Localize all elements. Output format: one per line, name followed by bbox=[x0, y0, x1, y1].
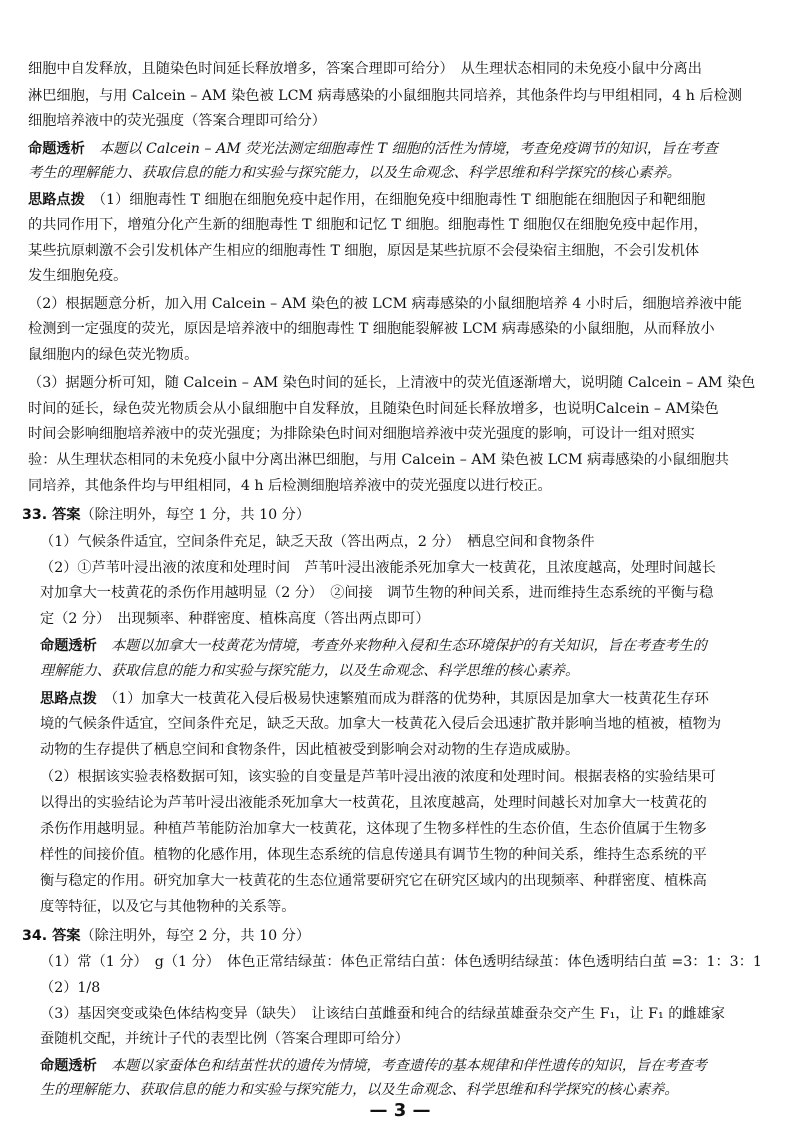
text-line: 某些抗原刺激不会引发机体产生相应的细胞毒性 T 细胞，原因是某些抗原不会侵染宿主细胞，不会引发机体 bbox=[28, 243, 700, 259]
hint-label: 思路点拨 bbox=[28, 192, 85, 208]
analysis-line: 命题透析 本题以家蚕体色和结茧性状的遗传为情境，考查遗传的基本规律和伴性遗传的知识，旨在考查考 bbox=[40, 1058, 707, 1074]
analysis-line: 命题透析 本题以 Calcein – AM 荧光法测定细胞毒性 T 细胞的活性为情境，考查免疫调节的知识，旨在考查 bbox=[28, 141, 718, 157]
analysis-line: 理解能力、获取信息的能力和实验与探究能力，以及生命观念、科学思维的核心素养。 bbox=[40, 663, 580, 679]
analysis-line: 生的理解能力、获取信息的能力和实验与探究能力，以及生命观念、科学思维和科学探究的核心素养。 bbox=[40, 1082, 679, 1098]
text-line: （2）根据题意分析，加入用 Calcein – AM 染色的被 LCM 病毒感染的小鼠细胞培养 4 小时后，细胞培养液中能 bbox=[28, 296, 742, 312]
text-line: 检测到一定强度的荧光，原因是培养液中的细胞毒性 T 细胞能裂解被 LCM 病毒感染的小鼠细胞，从而释放小 bbox=[28, 321, 715, 337]
hint-label: 思路点拨 bbox=[40, 691, 97, 707]
analysis-line: 考生的理解能力、获取信息的能力和实验与探究能力，以及生命观念、科学思维和科学探究的核心素养。 bbox=[28, 165, 681, 181]
hint-line: 思路点拨 （1）细胞毒性 T 细胞在细胞免疫中起作用，在细胞免疫中细胞毒性 T 细胞能在细胞因子和靶细胞 bbox=[28, 192, 706, 208]
text-line: 以得出的实验结论为芦苇叶浸出液能杀死加拿大一枝黄花，且浓度越高，处理时间越长对加拿大一枝黄花的 bbox=[40, 795, 707, 811]
text-line: 细胞中自发释放，且随染色时间延长释放增多，答案合理即可给分） 从生理状态相同的未免疫小鼠中分离出 bbox=[28, 61, 702, 77]
text-line: 衡与稳定的作用。研究加拿大一枝黄花的生态位通常要研究它在研究区域内的出现频率、种群密度、植株高 bbox=[40, 873, 707, 889]
text-line: 度等特征，以及它与其他物种的关系等。 bbox=[40, 899, 296, 915]
answer-line: 蚕随机交配，并统计子代的表型比例（答案合理即可给分） bbox=[40, 1031, 409, 1047]
answer-line: （1）常（1 分） g（1 分） 体色正常结绿茧：体色正常结白茧：体色透明结绿茧：体色透明结白茧 =3：1：3：1 bbox=[40, 954, 762, 970]
answer-line: （3）基因突变或染色体结构变异（缺失） 让该结白茧雌蚕和纯合的结绿茧雄蚕杂交产生 F₁，让 F₁ 的雌雄家 bbox=[40, 1006, 725, 1022]
analysis-label: 命题透析 bbox=[28, 141, 85, 157]
question-33-header: 33. 答案（除注明外，每空 1 分，共 10 分） bbox=[22, 507, 311, 523]
answer-line: 定（2 分） 出现频率、种群密度、植株高度（答出两点即可） bbox=[40, 611, 430, 627]
answer-line: （2）①芦苇叶浸出液的浓度和处理时间 芦苇叶浸出液能杀死加拿大一枝黄花，且浓度越高，处理时间越长 bbox=[40, 560, 716, 576]
text-line: 鼠细胞内的绿色荧光物质。 bbox=[28, 347, 199, 363]
hint-line: 思路点拨 （1）加拿大一枝黄花入侵后极易快速繁殖而成为群落的优势种，其原因是加拿大一枝黄花生存环 bbox=[40, 691, 709, 707]
answer-label: 33. 答案 bbox=[22, 507, 81, 523]
analysis-label: 命题透析 bbox=[40, 638, 97, 654]
question-34-header: 34. 答案（除注明外，每空 2 分，共 10 分） bbox=[22, 928, 311, 944]
answer-line: （1）气候条件适宜，空间条件充足，缺乏天敌（答出两点，2 分） 栖息空间和食物条件 bbox=[40, 534, 595, 550]
text-line: 时间的延长，绿色荧光物质会从小鼠细胞中自发释放，且随染色时间延长释放增多，也说明Calcein – AM染色 bbox=[28, 401, 719, 417]
page-number: — 3 — bbox=[369, 1100, 431, 1121]
analysis-line: 命题透析 本题以加拿大一枝黄花为情境，考查外来物种入侵和生态环境保护的有关知识，旨在考查考生的 bbox=[40, 638, 707, 654]
text-line: 境的气候条件适宜，空间条件充足，缺乏天敌。加拿大一枝黄花入侵后会迅速扩散并影响当地的植被，植物为 bbox=[40, 716, 722, 732]
text-line: 淋巴细胞，与用 Calcein – AM 染色被 LCM 病毒感染的小鼠细胞共同培养，其他条件均与甲组相同，4 h 后检测 bbox=[28, 88, 742, 104]
answer-label: 34. 答案 bbox=[22, 928, 81, 944]
text-line: 细胞培养液中的荧光强度（答案合理即可给分） bbox=[28, 113, 326, 129]
text-line: 时间会影响细胞培养液中的荧光强度；为排除染色时间对细胞培养液中荧光强度的影响，可设计一组对照实 bbox=[28, 426, 695, 442]
text-line: （2）根据该实验表格数据可知，该实验的自变量是芦苇叶浸出液的浓度和处理时间。根据表格的实验结果可 bbox=[40, 769, 716, 785]
answer-line: 对加拿大一枝黄花的杀伤作用越明显（2 分） ②间接 调节生物的种间关系，进而维持生态系统的平衡与稳 bbox=[40, 585, 714, 601]
text-line: 同培养，其他条件均与甲组相同，4 h 后检测细胞培养液中的荧光强度以进行校正。 bbox=[28, 478, 552, 494]
text-line: （3）据题分析可知，随 Calcein – AM 染色时间的延长，上清液中的荧光值逐渐增大，说明随 Calcein – AM 染色 bbox=[28, 375, 756, 391]
analysis-label: 命题透析 bbox=[40, 1058, 97, 1074]
text-line: 样性的间接价值。植物的化感作用，体现生态系统的信息传递具有调节生物的种间关系，维持生态系统的平 bbox=[40, 847, 707, 863]
text-line: 杀伤作用越明显。种植芦苇能防治加拿大一枝黄花，这体现了生物多样性的生态价值，生态价值属于生物多 bbox=[40, 821, 707, 837]
text-line: 的共同作用下，增殖分化产生新的细胞毒性 T 细胞和记忆 T 细胞。细胞毒性 T 细胞仅在细胞免疫中起作用， bbox=[28, 217, 708, 233]
text-line: 发生细胞免疫。 bbox=[28, 268, 128, 284]
text-line: 动物的生存提供了栖息空间和食物条件，因此植被受到影响会对动物的生存造成威胁。 bbox=[40, 742, 580, 758]
text-line: 验：从生理状态相同的未免疫小鼠中分离出淋巴细胞，与用 Calcein – AM 染色被 LCM 病毒感染的小鼠细胞共 bbox=[28, 452, 729, 468]
answer-line: （2）1/8 bbox=[40, 980, 101, 996]
